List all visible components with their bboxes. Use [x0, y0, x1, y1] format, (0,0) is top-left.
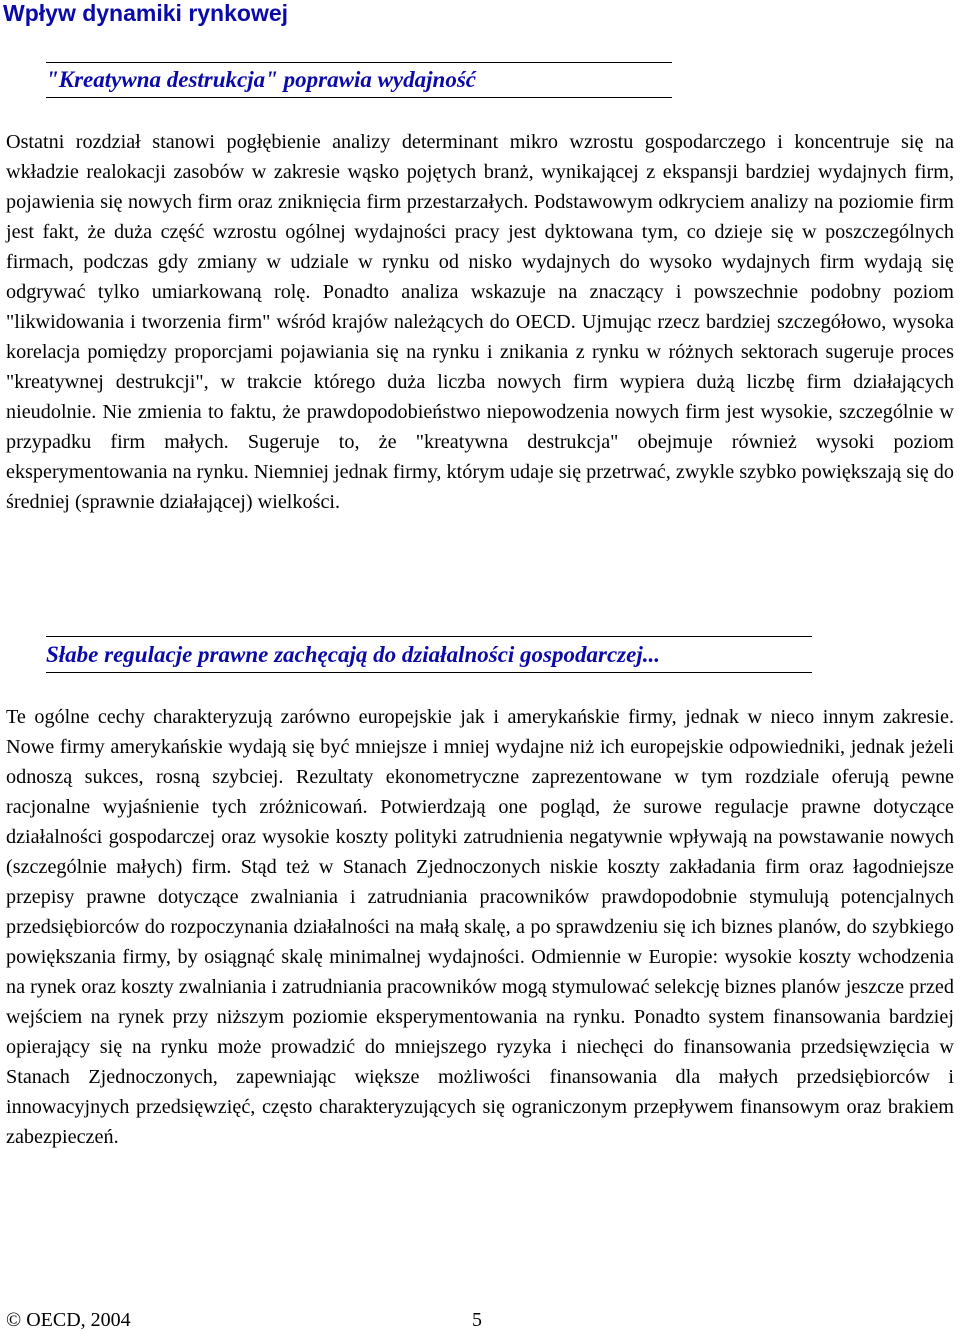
footer-copyright: © OECD, 2004 [6, 1309, 131, 1331]
page-number: 5 [472, 1309, 482, 1331]
subsection-2-rule-bottom [46, 672, 812, 673]
section-title: Wpływ dynamiki rynkowej [3, 0, 289, 26]
subsection-1-title: "Kreatywna destrukcja" poprawia wydajność [46, 67, 476, 92]
subsection-1-rule-bottom [46, 97, 672, 98]
subsection-1-rule-top [46, 62, 672, 63]
subsection-2-paragraph: Te ogólne cechy charakteryzują zarówno europejskie jak i amerykańskie firmy, jednak w nieco innym zakresie. Nowe firmy amerykańskie wydają się być mniejsze i mniej wydajne niż ich europejskie odpowiedniki, jednak jeżeli odnoszą sukces, rosną szybciej. Rezultaty ekonometryczne zaprezentowane w tym rozdziale oferują pewne racjonalne wyjaśnienie tych zróżnicowań. Potwierdzają one pogląd, że surowe regulacje prawne dotyczące działalności gospodarczej oraz wysokie koszty polityki zatrudnienia negatywnie wpływają na powstawanie nowych (szczególnie małych) firm. Stąd też w Stanach Zjednoczonych niskie koszty zakładania firm oraz łagodniejsze przepisy prawne dotyczące zwalniania i zatrudniania pracowników prawdopodobnie stymulują potencjalnych przedsiębiorców do rozpoczynania działalności na małą skalę, a po sprawdzeniu się ich biznes planów, do szybkiego powiększania firmy, by osiągnąć skalę minimalnej wydajności. Odmiennie w Europie: wysokie koszty wchodzenia na rynek oraz koszty zwalniania i zatrudniania pracowników mogą stymulować selekcję biznes planów jeszcze przed wejściem na rynek przy niższym poziomie eksperymentowania na rynku. Ponadto system finansowania bardziej opierający się na rynku może prowadzić do mniejszego ryzyka i niechęci do finansowania przedsięwzięcia w Stanach Zjednoczonych, zapewniając większe możliwości finansowania dla małych przedsiębiorców i innowacyjnych przedsięwzięć, często charakteryzujących się ograniczonym przepływem finansowym oraz brakiem zabezpieczeń. [6, 706, 954, 1148]
subsection-2-title: Słabe regulacje prawne zachęcają do działalności gospodarczej... [46, 642, 660, 667]
subsection-1-paragraph: Ostatni rozdział stanowi pogłębienie analizy determinant mikro wzrostu gospodarczego i koncentruje się na wkładzie realokacji zasobów w zakresie wąsko pojętych branż, wynikającej z ekspansji bardziej wydajnych firm, pojawienia się nowych firm oraz zniknięcia firm przestarzałych. Podstawowym odkryciem analizy na poziomie firm jest fakt, że duża część wzrostu ogólnej wydajności pracy jest dyktowana tym, co dzieje się w poszczególnych firmach, podczas gdy zmiany w udziale w rynku od nisko wydajnych do wysoko wydajnych firm wydają się odgrywać tylko umiarkowaną rolę. Ponadto analiza wskazuje na znaczący i powszechnie podobny poziom "likwidowania i tworzenia firm" wśród krajów należących do OECD. Ujmując rzecz bardziej szczegółowo, wysoka korelacja pomiędzy proporcjami pojawiania się na rynku i znikania z rynku w różnych sektorach sugeruje proces "kreatywnej destrukcji", w trakcie którego duża liczba nowych firm wypiera dużą liczbę firm działających nieudolnie. Nie zmienia to faktu, że prawdopodobieństwo niepowodzenia nowych firm jest wysokie, szczególnie w przypadku firm małych. Sugeruje to, że "kreatywna destrukcja" obejmuje również wysoki poziom eksperymentowania na rynku. Niemniej jednak firmy, którym udaje się przetrwać, zwykle szybko powiększają się do średniej (sprawnie działającej) wielkości. [6, 131, 954, 513]
subsection-2-rule-top [46, 636, 812, 637]
